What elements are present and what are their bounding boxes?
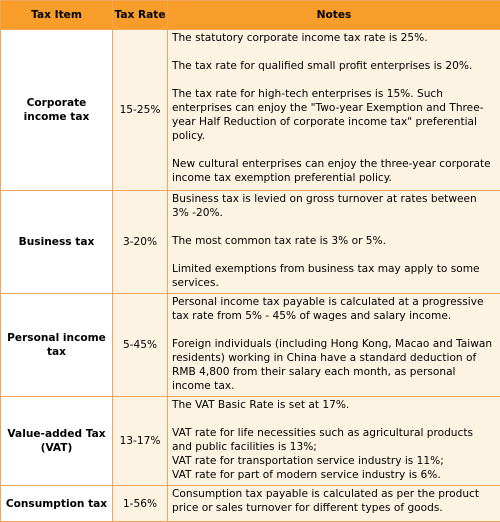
table-row: [1, 397, 500, 486]
tax-notes: [168, 191, 500, 294]
note-paragraph: The tax rate for high-tech enterprises is 15%. Such enterprises can enjoy the "Two-year Exemption and Three-year Half Reduction of corporate income tax" preferential policy.: [172, 88, 484, 142]
note-paragraph: Foreign individuals (including Hong Kong, Macao and Taiwan residents) working in China have a standard deduction of RMB 4,800 from their salary each month, as personal income tax.: [172, 338, 493, 392]
header-row: [1, 1, 500, 30]
tax-item-name: Corporate income tax: [1, 30, 113, 191]
tax-rate-value: 1-56%: [113, 486, 168, 522]
tax-rate-value: 5-45%: [113, 294, 168, 397]
header-notes: Notes: [168, 1, 500, 30]
tax-item-name: Consumption tax: [1, 486, 113, 522]
tax-item-name: Personal income tax: [1, 294, 113, 397]
note-paragraph: Consumption tax payable is calculated as per the product price or sales turnover for different types of goods.: [172, 488, 480, 514]
tax-rate-value: 3-20%: [113, 191, 168, 294]
tax-notes: [168, 294, 500, 397]
note-paragraph: Personal income tax payable is calculated at a progressive tax rate from 5% - 45% of wages and salary income.: [172, 296, 484, 322]
tax-item-name: Business tax: [1, 191, 113, 294]
note-paragraph: New cultural enterprises can enjoy the three-year corporate income tax exemption preferential policy.: [172, 158, 491, 184]
tax-item-name: Value-added Tax (VAT): [1, 397, 113, 486]
note-paragraph: The tax rate for qualified small profit enterprises is 20%.: [172, 60, 473, 72]
note-paragraph: VAT rate for part of modern service industry is 6%.: [172, 469, 441, 481]
note-paragraph: The most common tax rate is 3% or 5%.: [172, 235, 386, 247]
table-row: [1, 294, 500, 397]
note-paragraph: VAT rate for transportation service industry is 11%;: [172, 455, 444, 467]
note-paragraph: The VAT Basic Rate is set at 17%.: [172, 399, 350, 411]
note-paragraph: Limited exemptions from business tax may apply to some services.: [172, 263, 480, 289]
note-paragraph: Business tax is levied on gross turnover at rates between 3% -20%.: [172, 193, 477, 219]
tax-notes: [168, 30, 500, 191]
tax-notes: [168, 397, 500, 486]
tax-rate-value: 13-17%: [113, 397, 168, 486]
table-row: [1, 486, 500, 522]
tax-rate-value: 15-25%: [113, 30, 168, 191]
header-tax-rate: Tax Rate: [113, 1, 168, 30]
header-tax-item: Tax Item: [1, 1, 113, 30]
note-paragraph: VAT rate for life necessities such as agricultural products and public facilities is 13%;: [172, 427, 474, 453]
note-paragraph: The statutory corporate income tax rate is 25%.: [172, 32, 428, 44]
table-row: [1, 191, 500, 294]
table-row: [1, 30, 500, 191]
tax-notes: [168, 486, 500, 522]
